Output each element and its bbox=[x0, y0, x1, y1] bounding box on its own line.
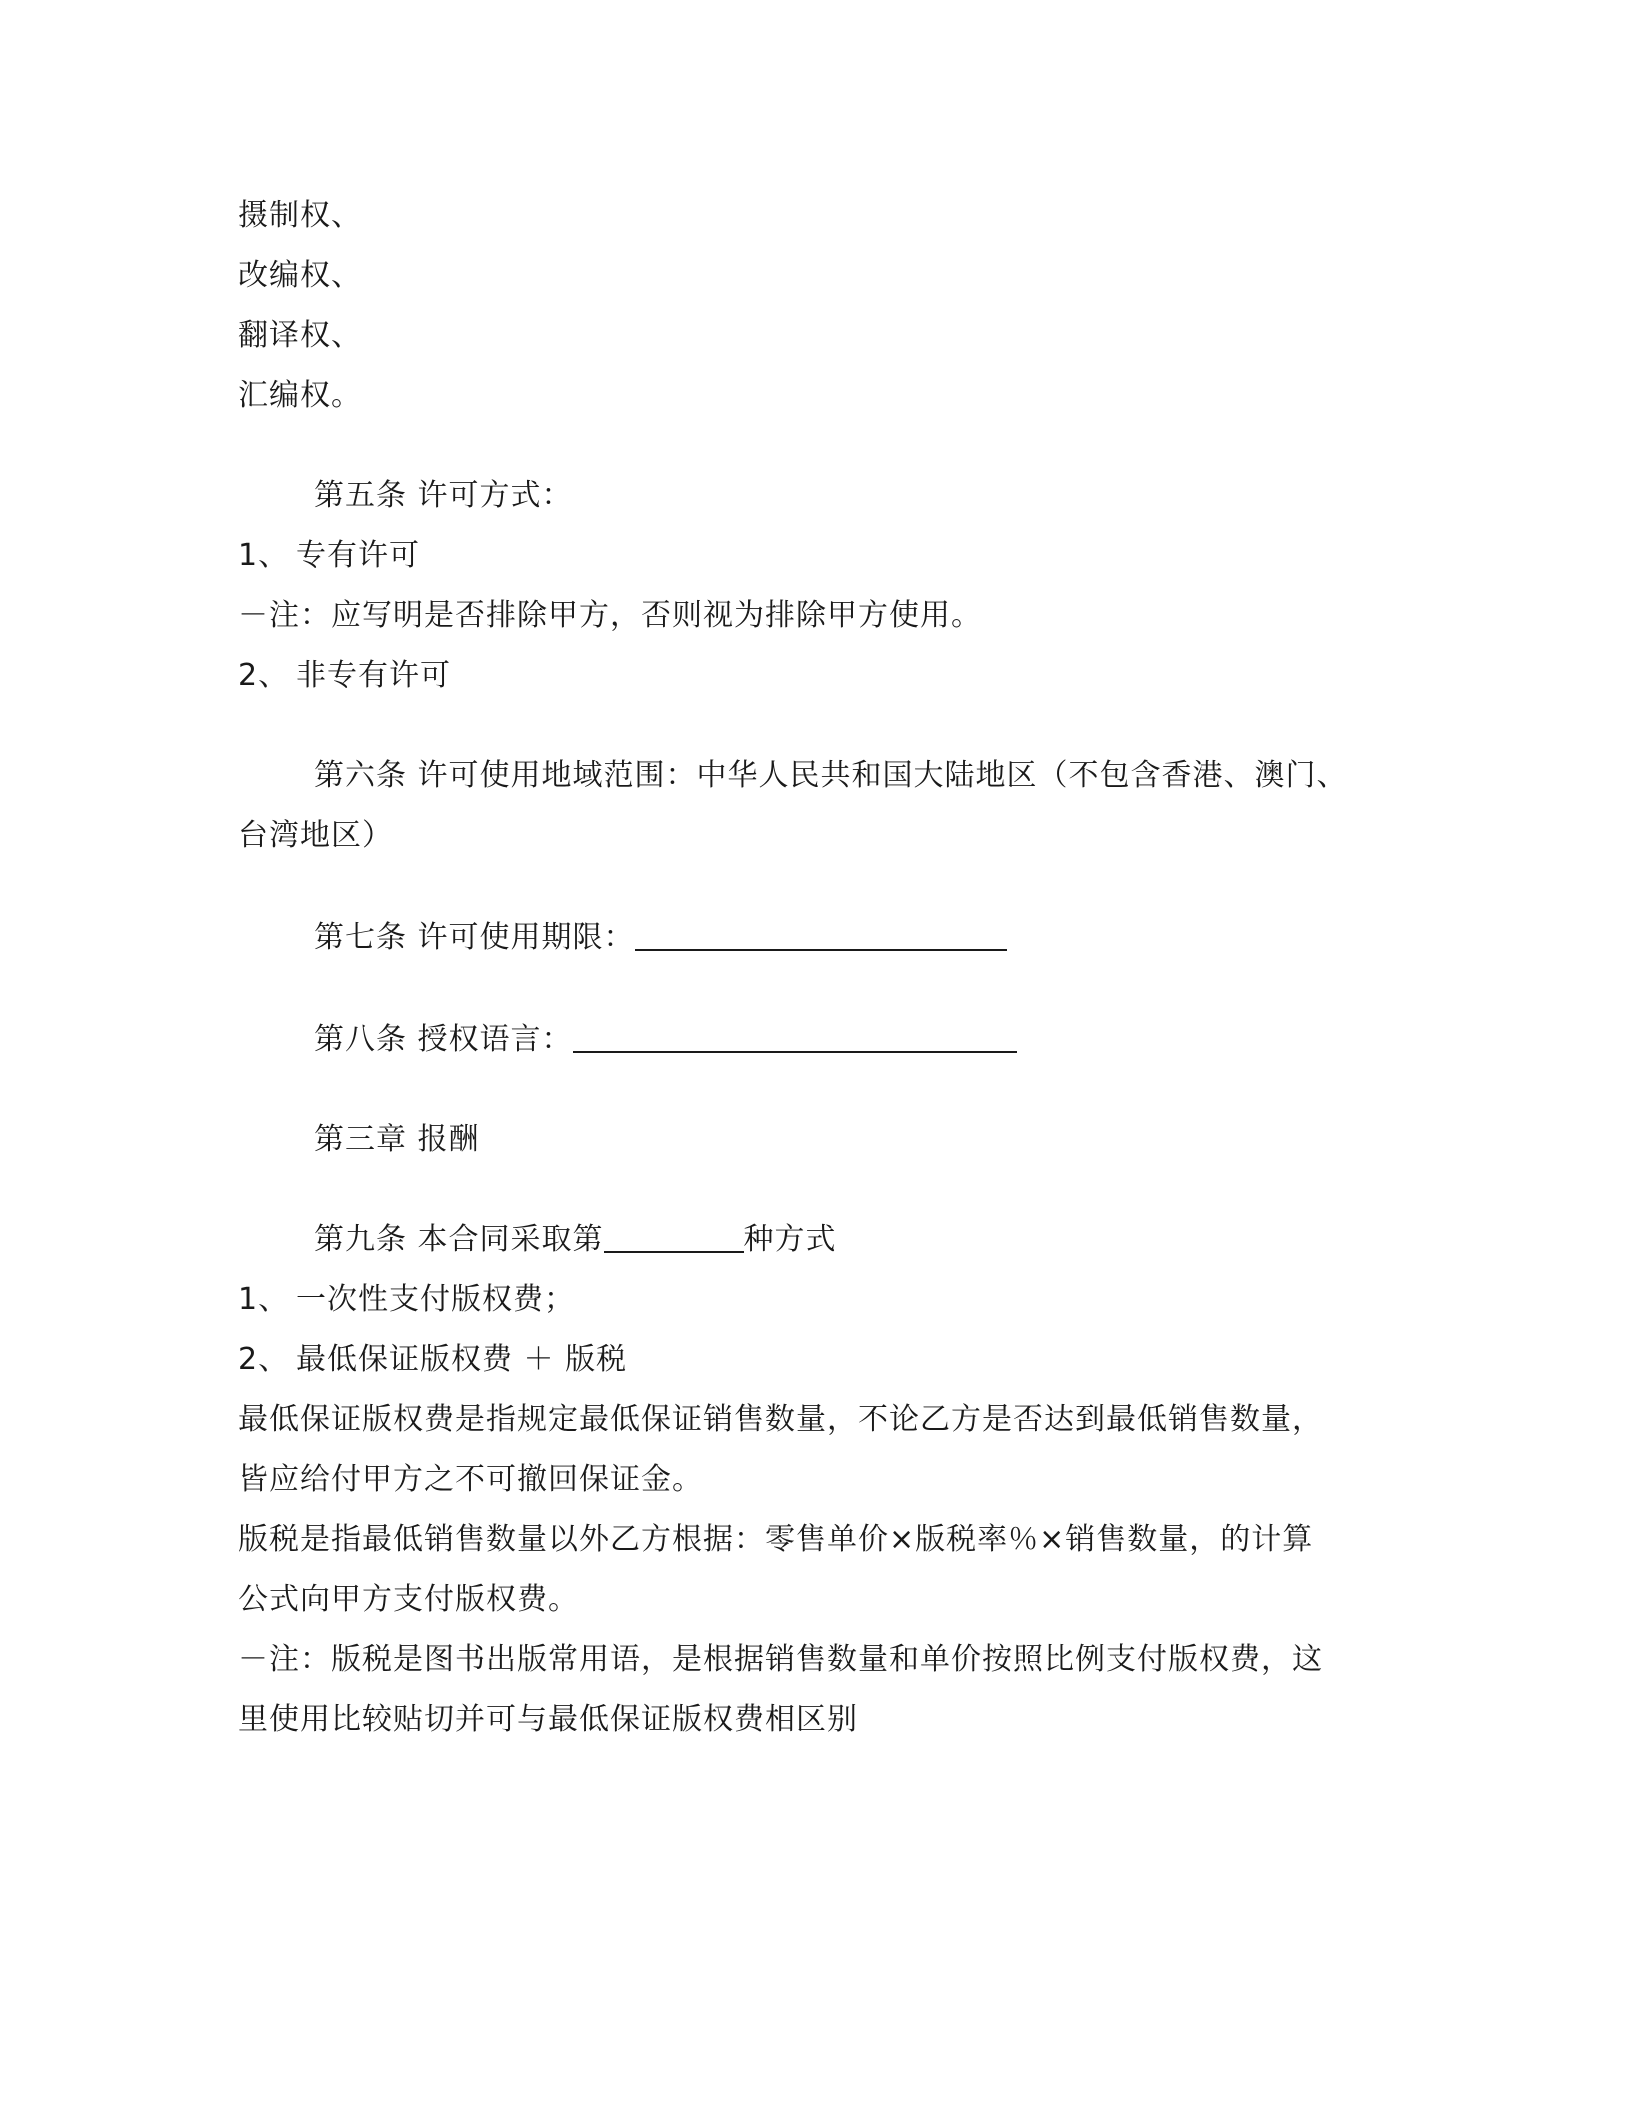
rights-item-compilation: 汇编权。 bbox=[238, 378, 362, 413]
list-text: 最低保证版权费 ＋ 版税 bbox=[296, 1342, 628, 1377]
payment-method-blank[interactable] bbox=[604, 1217, 744, 1253]
list-number: 2、 bbox=[238, 1342, 290, 1377]
article-8-label: 第八条 授权语言： bbox=[314, 1022, 573, 1057]
rights-item-translation: 翻译权、 bbox=[238, 318, 362, 353]
list-number: 2、 bbox=[238, 658, 290, 693]
article-8 bbox=[238, 1010, 1368, 1070]
article-9-item-2 bbox=[238, 1330, 1368, 1390]
list-number: 1、 bbox=[238, 1282, 290, 1317]
minimum-guarantee-definition-line-1: 最低保证版权费是指规定最低保证销售数量，不论乙方是否达到最低销售数量， bbox=[238, 1402, 1323, 1437]
royalty-definition-line-1: 版税是指最低销售数量以外乙方根据：零售单价×版税率％×销售数量，的计算 bbox=[238, 1522, 1314, 1557]
rights-item-filming: 摄制权、 bbox=[238, 198, 362, 233]
list-text: 专有许可 bbox=[296, 538, 420, 573]
article-6-line-1: 第六条 许可使用地域范围：中华人民共和国大陆地区（不包含香港、澳门、 bbox=[314, 758, 1348, 793]
chapter-3-heading: 第三章 报酬 bbox=[314, 1122, 480, 1157]
license-period-blank[interactable] bbox=[635, 915, 1007, 951]
article-5-item-2 bbox=[238, 646, 1368, 706]
list-number: 1、 bbox=[238, 538, 290, 573]
article-5-heading: 第五条 许可方式： bbox=[314, 478, 573, 513]
article-7 bbox=[238, 908, 1368, 968]
article-6-line-2: 台湾地区） bbox=[238, 818, 393, 853]
license-language-blank[interactable] bbox=[573, 1017, 1017, 1053]
article-9-prefix: 第九条 本合同采取第 bbox=[314, 1222, 604, 1257]
royalty-note-line-1: －注：版税是图书出版常用语，是根据销售数量和单价按照比例支付版权费，这 bbox=[238, 1642, 1323, 1677]
royalty-note-line-2: 里使用比较贴切并可与最低保证版权费相区别 bbox=[238, 1702, 858, 1737]
article-5-note: －注：应写明是否排除甲方，否则视为排除甲方使用。 bbox=[238, 598, 982, 633]
article-5-item-1 bbox=[238, 526, 1368, 586]
article-9-suffix: 种方式 bbox=[743, 1222, 837, 1257]
article-7-label: 第七条 许可使用期限： bbox=[314, 920, 635, 955]
list-text: 非专有许可 bbox=[296, 658, 451, 693]
minimum-guarantee-definition-line-2: 皆应给付甲方之不可撤回保证金。 bbox=[238, 1462, 703, 1497]
royalty-definition-line-2: 公式向甲方支付版权费。 bbox=[238, 1582, 579, 1617]
rights-item-adaptation: 改编权、 bbox=[238, 258, 362, 293]
document-body bbox=[238, 186, 1368, 1750]
article-9-item-1 bbox=[238, 1270, 1368, 1330]
list-text: 一次性支付版权费； bbox=[296, 1282, 575, 1317]
article-9 bbox=[238, 1210, 1368, 1270]
